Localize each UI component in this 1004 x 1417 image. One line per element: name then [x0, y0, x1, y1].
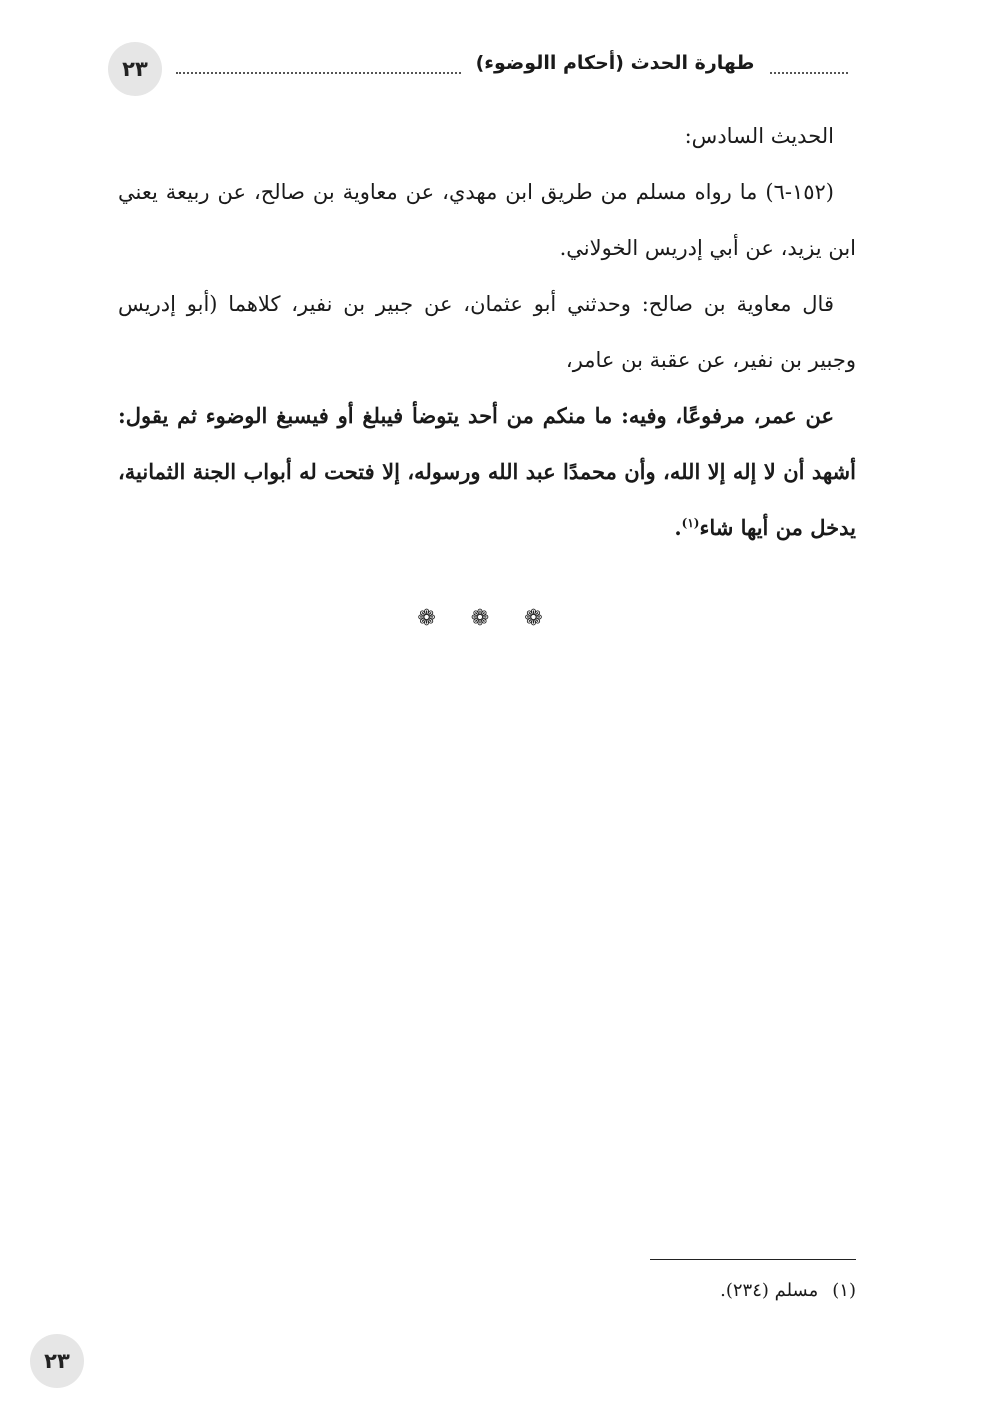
paragraph-isnad-1: (١٥٢-٦) ما رواه مسلم من طريق ابن مهدي، عن معاوية بن صالح، عن ربيعة يعني ابن يزيد، عن أبي إدريس الخولاني. [118, 180, 856, 260]
running-header [108, 42, 848, 96]
header-title: طهارة الحدث (أحكام االوضوء) [475, 52, 755, 74]
paragraph-hadith-text [118, 388, 856, 556]
hadith-text: عن عمر، مرفوعًا، وفيه: ما منكم من أحد يتوضأ فيبلغ أو فيسبغ الوضوء ثم يقول: أشهد أن لا إله إلا الله، وأن محمدًا عبد الله ورسوله، إلا فتحت له أبواب الجنة الثمانية، يدخل من أيها شاء [118, 403, 856, 540]
main-text [118, 108, 856, 556]
footer-page-number: ٢٣ [30, 1334, 84, 1388]
paragraph-isnad-2: قال معاوية بن صالح: وحدثني أبو عثمان، عن جبير بن نفير، كلاهما (أبو إدريس وجبير بن نفير، عن عقبة بن عامر، [118, 292, 856, 372]
section-heading: الحديث السادس: [684, 124, 834, 148]
header-dotted-leader-right [770, 72, 848, 74]
section-separator-flowers-icon: ❁ ❁ ❁ [417, 606, 557, 631]
footnote-reference: (١) [681, 516, 700, 530]
footnote-text: مسلم (٢٣٤). [720, 1280, 819, 1301]
footnote-number: (١) [832, 1280, 856, 1301]
header-dotted-leader-left [176, 72, 461, 74]
hadith-text-end: . [674, 515, 682, 540]
footnote-divider [650, 1259, 856, 1260]
header-page-number: ٢٣ [108, 42, 162, 96]
footnote-item [560, 1280, 856, 1301]
